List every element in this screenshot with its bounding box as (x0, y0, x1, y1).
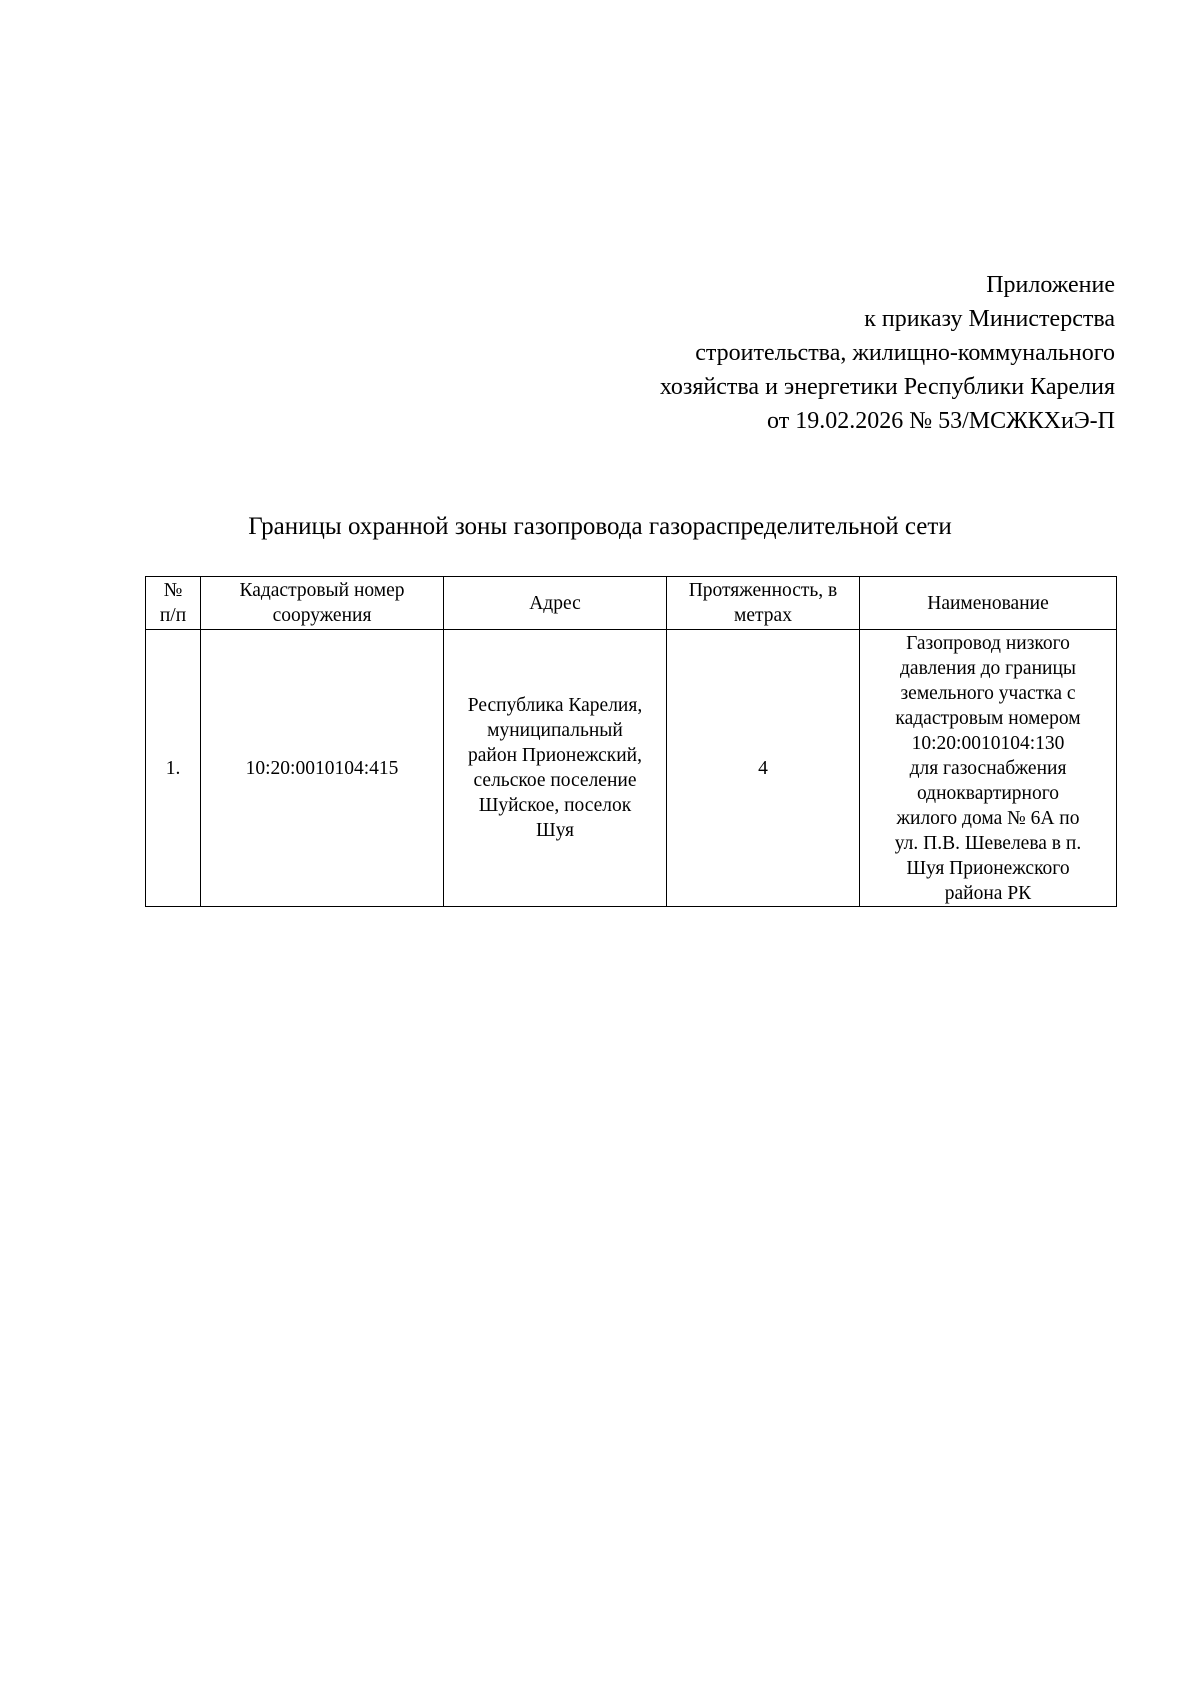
cell-cadastral: 10:20:0010104:415 (201, 630, 444, 907)
header-cadastral: Кадастровый номер сооружения (201, 577, 444, 630)
cell-name: Газопровод низкого давления до границы земельного участка с кадастровым номером 10:20:0010104:130 для газоснабжения одноквартирного жилого дома № 6А по ул. П.В. Шевелева в п. Шуя Прионежского района РК (860, 630, 1117, 907)
protection-zone-table (145, 576, 1117, 907)
header-address: Адрес (444, 577, 667, 630)
document-title: Границы охранной зоны газопровода газораспределительной сети (248, 513, 952, 540)
appendix-line: Приложение (986, 272, 1115, 298)
cell-num: 1. (146, 630, 201, 907)
cell-length: 4 (667, 630, 860, 907)
header-name: Наименование (860, 577, 1117, 630)
table-row (146, 630, 1117, 907)
appendix-line: хозяйства и энергетики Республики Карелия (659, 374, 1115, 400)
appendix-line: строительства, жилищно-коммунального (695, 340, 1115, 366)
cell-address: Республика Карелия, муниципальный район Прионежский, сельское поселение Шуйское, поселок Шуя (444, 630, 667, 907)
appendix-line: к приказу Министерства (864, 306, 1115, 332)
appendix-line: от 19.02.2026 № 53/МСЖКХиЭ-П (767, 408, 1115, 434)
header-num: № п/п (146, 577, 201, 630)
header-length: Протяженность, в метрах (667, 577, 860, 630)
appendix-header (495, 268, 1115, 438)
table-header-row (146, 577, 1117, 630)
